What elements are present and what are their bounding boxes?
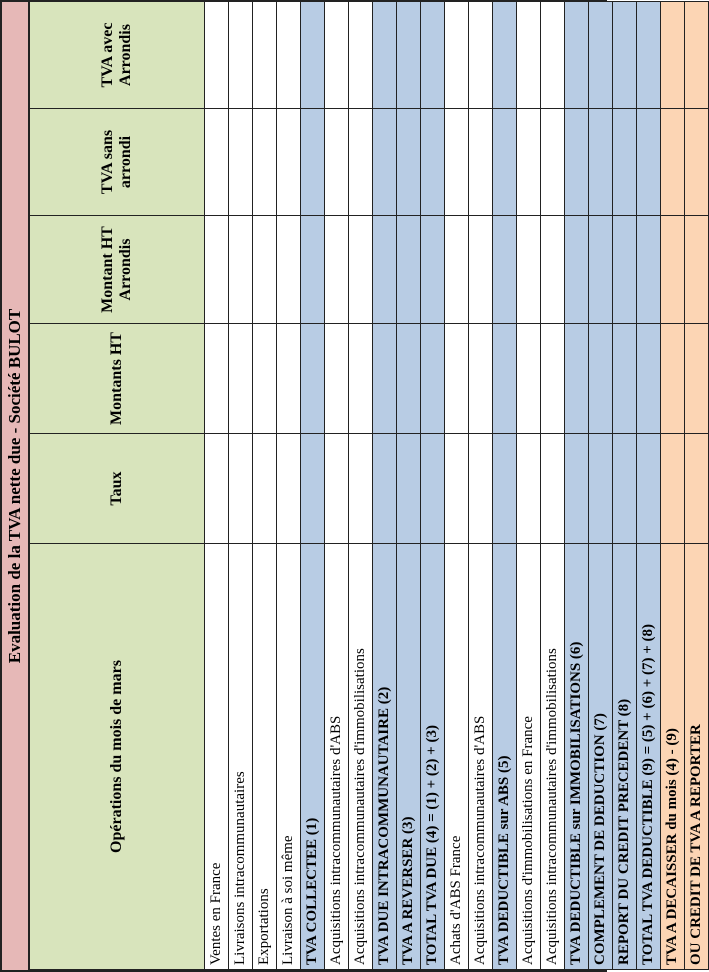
row-label: Exportations bbox=[253, 544, 277, 970]
cell-tva-sans-arrondi[interactable] bbox=[229, 109, 253, 216]
cell-tva-avec-arrondis[interactable] bbox=[661, 2, 685, 109]
cell-tva-avec-arrondis[interactable] bbox=[205, 2, 229, 109]
header-tva-avec-arrondis: TVA avec Arrondis bbox=[30, 2, 205, 109]
cell-tva-sans-arrondi bbox=[661, 109, 685, 216]
cell-tva-sans-arrondi bbox=[565, 109, 589, 216]
cell-montants-ht bbox=[493, 324, 517, 434]
row-label: OU CREDIT DE TVA A REPORTER bbox=[685, 544, 709, 970]
sheet-title: Evaluation de la TVA nette due - Société BULOT bbox=[2, 2, 29, 970]
cell-taux bbox=[373, 434, 397, 544]
cell-taux bbox=[421, 434, 445, 544]
table-row-total bbox=[421, 2, 445, 970]
cell-taux[interactable] bbox=[229, 434, 253, 544]
header-row bbox=[30, 2, 205, 970]
table-row-total bbox=[397, 2, 421, 970]
cell-taux bbox=[589, 434, 613, 544]
header-montants-ht: Montants HT bbox=[30, 324, 205, 434]
cell-montant-ht-arrondis bbox=[637, 216, 661, 324]
cell-montant-ht-arrondis bbox=[397, 216, 421, 324]
cell-montants-ht[interactable] bbox=[205, 324, 229, 434]
cell-montants-ht[interactable] bbox=[541, 324, 565, 434]
row-label: TVA DEDUCTIBLE sur IMMOBILISATIONS (6) bbox=[565, 544, 589, 970]
cell-montant-ht-arrondis bbox=[565, 216, 589, 324]
cell-taux[interactable] bbox=[541, 434, 565, 544]
cell-tva-sans-arrondi[interactable] bbox=[277, 109, 301, 216]
cell-montant-ht-arrondis bbox=[301, 216, 325, 324]
cell-montant-ht-arrondis bbox=[373, 216, 397, 324]
cell-tva-sans-arrondi bbox=[301, 109, 325, 216]
table-row-total bbox=[637, 2, 661, 970]
cell-montant-ht-arrondis[interactable] bbox=[349, 216, 373, 324]
cell-taux[interactable] bbox=[349, 434, 373, 544]
cell-tva-avec-arrondis[interactable] bbox=[469, 2, 493, 109]
table-row-result bbox=[685, 2, 709, 970]
cell-tva-avec-arrondis[interactable] bbox=[373, 2, 397, 109]
cell-montant-ht-arrondis bbox=[661, 216, 685, 324]
cell-montant-ht-arrondis[interactable] bbox=[277, 216, 301, 324]
cell-tva-avec-arrondis[interactable] bbox=[301, 2, 325, 109]
row-label: Achats d'ABS France bbox=[445, 544, 469, 970]
table-row-result bbox=[661, 2, 685, 970]
cell-taux bbox=[661, 434, 685, 544]
cell-montant-ht-arrondis bbox=[493, 216, 517, 324]
cell-montants-ht[interactable] bbox=[445, 324, 469, 434]
cell-taux bbox=[637, 434, 661, 544]
row-label: TVA COLLECTEE (1) bbox=[301, 544, 325, 970]
header-taux: Taux bbox=[30, 434, 205, 544]
cell-taux[interactable] bbox=[205, 434, 229, 544]
table-row bbox=[277, 2, 301, 970]
row-label: Livraison à soi même bbox=[277, 544, 301, 970]
cell-tva-sans-arrondi bbox=[685, 109, 709, 216]
table-row bbox=[253, 2, 277, 970]
cell-tva-avec-arrondis[interactable] bbox=[613, 2, 637, 109]
cell-montants-ht bbox=[637, 324, 661, 434]
cell-montants-ht[interactable] bbox=[469, 324, 493, 434]
cell-tva-sans-arrondi[interactable] bbox=[445, 109, 469, 216]
table-row-total bbox=[373, 2, 397, 970]
cell-montants-ht[interactable] bbox=[253, 324, 277, 434]
table-row bbox=[349, 2, 373, 970]
cell-tva-sans-arrondi[interactable] bbox=[205, 109, 229, 216]
cell-montants-ht[interactable] bbox=[325, 324, 349, 434]
cell-tva-avec-arrondis[interactable] bbox=[541, 2, 565, 109]
table-row bbox=[205, 2, 229, 970]
cell-tva-sans-arrondi bbox=[373, 109, 397, 216]
cell-taux[interactable] bbox=[277, 434, 301, 544]
cell-tva-avec-arrondis[interactable] bbox=[445, 2, 469, 109]
cell-taux bbox=[685, 434, 709, 544]
cell-tva-sans-arrondi[interactable] bbox=[349, 109, 373, 216]
cell-montants-ht[interactable] bbox=[517, 324, 541, 434]
cell-montants-ht bbox=[421, 324, 445, 434]
cell-tva-sans-arrondi bbox=[397, 109, 421, 216]
cell-montant-ht-arrondis[interactable] bbox=[541, 216, 565, 324]
cell-tva-avec-arrondis[interactable] bbox=[589, 2, 613, 109]
row-label: COMPLEMENT DE DEDUCTION (7) bbox=[589, 544, 613, 970]
cell-montant-ht-arrondis bbox=[613, 216, 637, 324]
row-label: TVA A DECAISSER du mois (4) - (9) bbox=[661, 544, 685, 970]
table-row-total bbox=[613, 2, 637, 970]
cell-tva-sans-arrondi[interactable] bbox=[469, 109, 493, 216]
table-row bbox=[445, 2, 469, 970]
row-label: TOTAL TVA DUE (4) = (1) + (2) + (3) bbox=[421, 544, 445, 970]
cell-montants-ht bbox=[685, 324, 709, 434]
row-label: TVA DEDUCTIBLE sur ABS (5) bbox=[493, 544, 517, 970]
cell-tva-sans-arrondi bbox=[589, 109, 613, 216]
cell-montants-ht bbox=[565, 324, 589, 434]
row-label: Acquisitions d'immobilisations en France bbox=[517, 544, 541, 970]
cell-tva-avec-arrondis[interactable] bbox=[349, 2, 373, 109]
vat-table bbox=[29, 1, 709, 970]
header-operations: Opérations du mois de mars bbox=[30, 544, 205, 970]
row-label: TVA DUE INTRACOMMUNAUTAIRE (2) bbox=[373, 544, 397, 970]
cell-tva-sans-arrondi[interactable] bbox=[541, 109, 565, 216]
cell-montant-ht-arrondis bbox=[421, 216, 445, 324]
table-row bbox=[469, 2, 493, 970]
header-tva-sans-arrondi: TVA sans arrondi bbox=[30, 109, 205, 216]
cell-taux[interactable] bbox=[325, 434, 349, 544]
cell-tva-sans-arrondi[interactable] bbox=[253, 109, 277, 216]
cell-tva-sans-arrondi[interactable] bbox=[517, 109, 541, 216]
cell-tva-avec-arrondis[interactable] bbox=[229, 2, 253, 109]
row-label: TVA A REVERSER (3) bbox=[397, 544, 421, 970]
cell-montant-ht-arrondis[interactable] bbox=[325, 216, 349, 324]
row-label: TOTAL TVA DEDUCTIBLE (9) = (5) + (6) + (7) + (8) bbox=[637, 544, 661, 970]
cell-tva-avec-arrondis[interactable] bbox=[277, 2, 301, 109]
cell-taux bbox=[613, 434, 637, 544]
table-row-total bbox=[589, 2, 613, 970]
cell-tva-sans-arrondi bbox=[421, 109, 445, 216]
cell-montant-ht-arrondis bbox=[685, 216, 709, 324]
table-row bbox=[541, 2, 565, 970]
table-row-total bbox=[493, 2, 517, 970]
table-row bbox=[229, 2, 253, 970]
cell-tva-avec-arrondis[interactable] bbox=[517, 2, 541, 109]
cell-montant-ht-arrondis[interactable] bbox=[517, 216, 541, 324]
table-row-total bbox=[301, 2, 325, 970]
cell-taux[interactable] bbox=[445, 434, 469, 544]
cell-montant-ht-arrondis[interactable] bbox=[205, 216, 229, 324]
table-row-total bbox=[565, 2, 589, 970]
table-row bbox=[517, 2, 541, 970]
cell-montants-ht bbox=[661, 324, 685, 434]
cell-tva-sans-arrondi bbox=[613, 109, 637, 216]
cell-montant-ht-arrondis[interactable] bbox=[253, 216, 277, 324]
cell-taux bbox=[301, 434, 325, 544]
cell-taux bbox=[397, 434, 421, 544]
cell-tva-sans-arrondi[interactable] bbox=[325, 109, 349, 216]
cell-taux bbox=[565, 434, 589, 544]
cell-montant-ht-arrondis[interactable] bbox=[445, 216, 469, 324]
cell-tva-avec-arrondis[interactable] bbox=[565, 2, 589, 109]
cell-montant-ht-arrondis bbox=[589, 216, 613, 324]
cell-montant-ht-arrondis[interactable] bbox=[469, 216, 493, 324]
cell-taux[interactable] bbox=[517, 434, 541, 544]
cell-tva-avec-arrondis[interactable] bbox=[397, 2, 421, 109]
cell-montants-ht bbox=[589, 324, 613, 434]
cell-tva-sans-arrondi bbox=[637, 109, 661, 216]
cell-montants-ht bbox=[301, 324, 325, 434]
cell-tva-avec-arrondis[interactable] bbox=[685, 2, 709, 109]
cell-tva-avec-arrondis[interactable] bbox=[421, 2, 445, 109]
table-row bbox=[325, 2, 349, 970]
cell-montants-ht bbox=[373, 324, 397, 434]
row-label: Ventes en France bbox=[205, 544, 229, 970]
cell-taux[interactable] bbox=[469, 434, 493, 544]
row-label: REPORT DU CREDIT PRECEDENT (8) bbox=[613, 544, 637, 970]
row-label: Livraisons intracommunautaires bbox=[229, 544, 253, 970]
row-label: Acquisitions intracommunautaires d'ABS bbox=[469, 544, 493, 970]
cell-montants-ht bbox=[613, 324, 637, 434]
header-montant-ht-arrondis: Montant HT Arrondis bbox=[30, 216, 205, 324]
cell-taux[interactable] bbox=[253, 434, 277, 544]
cell-tva-avec-arrondis[interactable] bbox=[325, 2, 349, 109]
cell-montant-ht-arrondis[interactable] bbox=[229, 216, 253, 324]
cell-tva-avec-arrondis[interactable] bbox=[637, 2, 661, 109]
cell-montants-ht[interactable] bbox=[349, 324, 373, 434]
row-label: Acquisitions intracommunautaires d'ABS bbox=[325, 544, 349, 970]
cell-tva-avec-arrondis[interactable] bbox=[253, 2, 277, 109]
cell-tva-avec-arrondis[interactable] bbox=[493, 2, 517, 109]
cell-montants-ht bbox=[397, 324, 421, 434]
cell-tva-sans-arrondi bbox=[493, 109, 517, 216]
cell-taux bbox=[493, 434, 517, 544]
row-label: Acquisitions intracommunautaires d'immobilisations bbox=[541, 544, 565, 970]
cell-montants-ht[interactable] bbox=[277, 324, 301, 434]
cell-montants-ht[interactable] bbox=[229, 324, 253, 434]
row-label: Acquisitions intracommunautaires d'immobilisations bbox=[349, 544, 373, 970]
